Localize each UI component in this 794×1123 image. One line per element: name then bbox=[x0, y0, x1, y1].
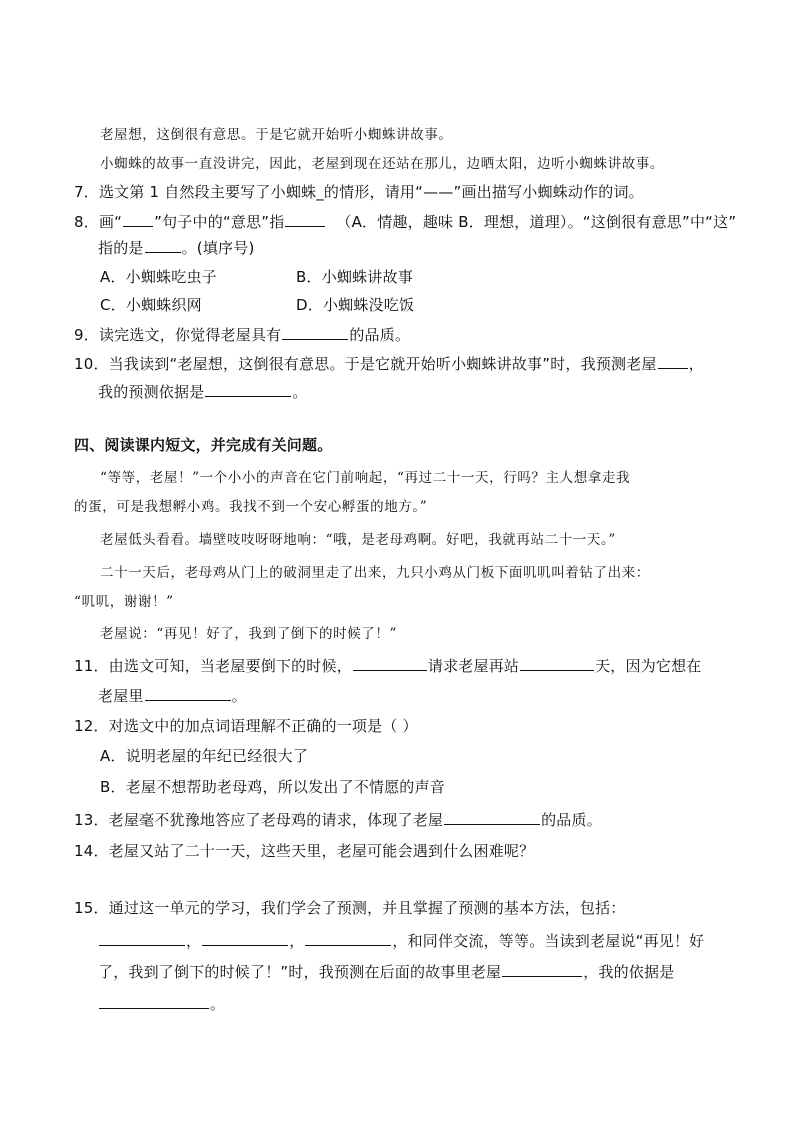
passage4-paragraph-1b: 的蛋，可是我想孵小鸡。我找不到一个安心孵蛋的地方。” bbox=[74, 499, 428, 515]
q11-text-e: 。 bbox=[231, 687, 247, 705]
question-11 bbox=[74, 654, 702, 677]
question-8 bbox=[74, 210, 736, 233]
q9-text-a: 9．读完选文，你觉得老屋具有 bbox=[74, 326, 282, 344]
q11-answer-blank-2[interactable] bbox=[520, 654, 594, 671]
q11-answer-blank-3[interactable] bbox=[145, 684, 231, 701]
q15-answer-blank-3[interactable] bbox=[305, 929, 391, 946]
passage4-paragraph-4: 老屋说：“再见！好了，我到了倒下的时候了！” bbox=[100, 626, 398, 642]
question-7: 7．选文第 1 自然段主要写了小蜘蛛_的情形，请用“——”画出描写小蜘蛛动作的词。 bbox=[74, 183, 644, 201]
q10-text-c: 我的预测依据是 bbox=[98, 383, 205, 401]
question-15: 15．通过这一单元的学习，我们学会了预测，并且掌握了预测的基本方法，包括： bbox=[74, 899, 626, 917]
q13-text-b: 的品质。 bbox=[541, 811, 602, 829]
q8-option-d: D．小蜘蛛没吃饭 bbox=[296, 296, 415, 314]
passage4-paragraph-3a: 二十一天后，老母鸡从门上的破洞里走了出来，九只小鸡从门板下面叽叽叫着钻了出来： bbox=[100, 565, 650, 581]
q15-text-e: ，我的依据是 bbox=[583, 963, 675, 981]
q15-text-d: 了，我到了倒下的时候了！”时，我预测在后面的故事里老屋 bbox=[98, 963, 502, 981]
question-15-line-3 bbox=[98, 960, 674, 983]
q8-answer-blank-2[interactable] bbox=[145, 236, 181, 253]
q15-comma-1: ， bbox=[186, 932, 202, 950]
q8-answer-blank-1[interactable] bbox=[285, 210, 325, 227]
question-13 bbox=[74, 808, 602, 831]
question-15-line-4 bbox=[98, 992, 225, 1015]
q13-text-a: 13．老屋毫不犹豫地答应了老母鸡的请求，体现了老屋 bbox=[74, 811, 444, 829]
q9-text-b: 的品质。 bbox=[349, 326, 411, 344]
q8-sentence-mark-blank[interactable] bbox=[123, 210, 153, 227]
question-11-line-2 bbox=[98, 684, 247, 707]
q11-text-d: 老屋里 bbox=[98, 687, 144, 705]
q8-text-d: 指的是 bbox=[98, 239, 144, 257]
question-8-line-2 bbox=[98, 236, 255, 259]
q15-answer-blank-1[interactable] bbox=[99, 929, 185, 946]
q12-option-a: A．说明老屋的年纪已经很大了 bbox=[100, 747, 309, 765]
q11-text-c: 天，因为它想在 bbox=[595, 657, 702, 675]
passage3-paragraph-2: 小蜘蛛的故事一直没讲完，因此，老屋到现在还站在那儿，边晒太阳，边听小蜘蛛讲故事。 bbox=[100, 156, 664, 172]
q15-text-f: 。 bbox=[210, 995, 226, 1013]
q12-option-b: B．老屋不想帮助老母鸡，所以发出了不情愿的声音 bbox=[100, 778, 445, 796]
q10-answer-blank-1[interactable] bbox=[658, 352, 688, 369]
question-10-line-2 bbox=[98, 380, 308, 403]
question-12: 12．对选文中的加点词语理解不正确的一项是（ ） bbox=[74, 717, 418, 735]
q8-option-b: B．小蜘蛛讲故事 bbox=[296, 268, 413, 286]
section-4-heading: 四、阅读课内短文，并完成有关问题。 bbox=[74, 436, 333, 454]
q8-text-b: ”句子中的“意思”指 bbox=[154, 213, 285, 231]
question-15-line-2 bbox=[98, 929, 704, 952]
q11-answer-blank-1[interactable] bbox=[353, 654, 427, 671]
q8-text-e: 。(填序号) bbox=[181, 239, 255, 257]
q8-option-c: C．小蜘蛛织网 bbox=[100, 296, 202, 314]
q10-answer-blank-2[interactable] bbox=[205, 380, 291, 397]
q8-text-a: 8．画“ bbox=[74, 213, 123, 231]
q15-comma-2: ， bbox=[289, 932, 305, 950]
q11-text-a: 11．由选文可知，当老屋要倒下的时候， bbox=[74, 657, 352, 675]
q10-text-d: 。 bbox=[292, 383, 308, 401]
q9-answer-blank[interactable] bbox=[282, 323, 348, 340]
passage4-paragraph-1a: “等等，老屋！”一个小小的声音在它门前响起，“再过二十一天，行吗？主人想拿走我 bbox=[100, 470, 631, 486]
passage3-paragraph-1: 老屋想，这倒很有意思。于是它就开始听小蜘蛛讲故事。 bbox=[100, 127, 453, 143]
q15-text-c: ，和同伴交流，等等。当读到老屋说“再见！好 bbox=[392, 932, 705, 950]
passage4-paragraph-3b: “叽叽，谢谢！” bbox=[74, 594, 174, 610]
q10-text-a: 10．当我读到“老屋想，这倒很有意思。于是它就开始听小蜘蛛讲故事”时，我预测老屋 bbox=[74, 355, 657, 373]
question-10 bbox=[74, 352, 704, 375]
q15-answer-blank-4[interactable] bbox=[502, 960, 582, 977]
q15-answer-blank-2[interactable] bbox=[202, 929, 288, 946]
passage4-paragraph-2: 老屋低头看看。墙壁吱吱呀呀地响：“哦，是老母鸡啊。好吧，我就再站二十一天。” bbox=[100, 532, 616, 548]
q8-option-a: A．小蜘蛛吃虫子 bbox=[100, 268, 217, 286]
q11-text-b: 请求老屋再站 bbox=[427, 657, 520, 675]
question-14: 14．老屋又站了二十一天，这些天里，老屋可能会遇到什么困难呢？ bbox=[74, 842, 535, 860]
q8-text-c: （A．情趣，趣味 B．理想，道理）。“这倒很有意思”中“这” bbox=[336, 213, 737, 231]
q10-text-b: ， bbox=[688, 355, 704, 373]
q13-answer-blank[interactable] bbox=[444, 808, 540, 825]
question-9 bbox=[74, 323, 410, 346]
q15-answer-blank-5[interactable] bbox=[99, 992, 209, 1009]
